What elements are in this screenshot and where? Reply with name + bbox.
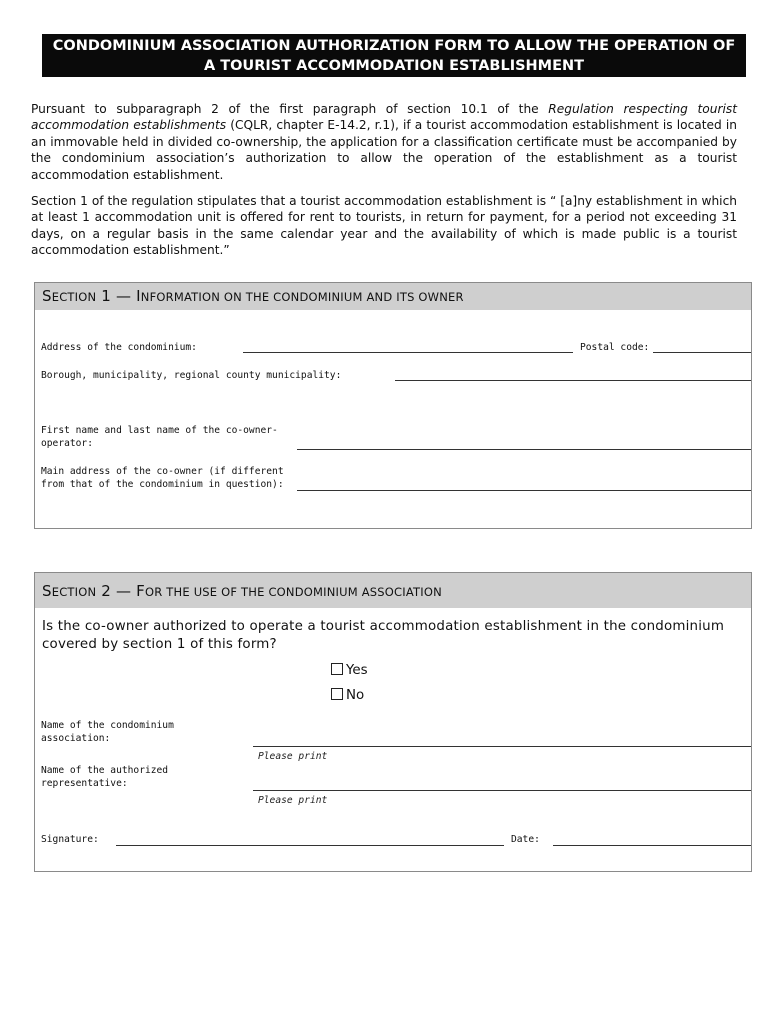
representative-name-label: Name of the authorized representative: bbox=[41, 765, 169, 789]
section-2 bbox=[34, 572, 752, 872]
yes-option[interactable] bbox=[331, 663, 368, 679]
co-owner-name-label: First name and last name of the co-owner- operator: bbox=[41, 425, 278, 449]
no-checkbox[interactable] bbox=[331, 688, 343, 700]
date-label: Date: bbox=[511, 834, 540, 845]
borough-label: Borough, municipality, regional county municipality: bbox=[41, 370, 342, 381]
section-1-heading: SECTION 1 — INFORMATION ON THE CONDOMINIUM AND ITS OWNER bbox=[35, 283, 751, 310]
signature-field[interactable] bbox=[116, 845, 504, 846]
main-address-field[interactable] bbox=[297, 490, 751, 491]
postal-code-label: Postal code: bbox=[580, 342, 650, 353]
form-title-line2: A TOURIST ACCOMMODATION ESTABLISHMENT bbox=[203, 58, 585, 74]
form-title bbox=[42, 34, 746, 77]
signature-label: Signature: bbox=[41, 834, 99, 845]
section-1 bbox=[34, 282, 752, 529]
postal-code-field[interactable] bbox=[653, 352, 751, 353]
please-print-hint-2: Please print bbox=[258, 795, 328, 806]
association-name-label: Name of the condominium association: bbox=[41, 720, 174, 744]
yes-label: Yes bbox=[346, 663, 368, 678]
no-label: No bbox=[346, 688, 365, 703]
intro-paragraph-2: Section 1 of the regulation stipulates that a tourist accommodation establishment is “ [a]ny establishment in which at least 1 accommodation unit is offered for rent to tourists, in return for payment, for a period not exceeding 31 days, on a regular basis in the same calendar year and the availability of which is made public is a tourist accommodation establishment.” bbox=[31, 194, 737, 258]
intro-paragraph-1 bbox=[31, 101, 737, 183]
regulation-title: Regulation respecting tourist accommodation establishments bbox=[31, 102, 738, 133]
main-address-label: Main address of the co-owner (if different from that of the condominium in question): bbox=[41, 466, 284, 490]
association-name-field[interactable] bbox=[253, 746, 751, 747]
section-2-heading: SECTION 2 — FOR THE USE OF THE CONDOMINIUM ASSOCIATION bbox=[35, 573, 751, 608]
intro-p1-start: Pursuant to subparagraph 2 of the first paragraph of section 10.1 of the bbox=[31, 102, 549, 116]
yes-checkbox[interactable] bbox=[331, 663, 343, 675]
no-option[interactable] bbox=[331, 688, 364, 704]
intro-p1-end: (CQLR, chapter E-14.2, r.1), if a tourist accommodation establishment is located in an immovable held in divided co-ownership, the application for a classification certificate must be accompanied by the condominium association’s authorization to allow the operation of the establishment as a tourist accommodation establishment. bbox=[31, 118, 738, 182]
authorization-question: Is the co-owner authorized to operate a tourist accommodation establishment in the condominium covered by section 1 of this form? bbox=[42, 619, 725, 652]
borough-field[interactable] bbox=[395, 380, 751, 381]
date-field[interactable] bbox=[553, 845, 751, 846]
address-label: Address of the condominium: bbox=[41, 342, 197, 353]
please-print-hint-1: Please print bbox=[258, 751, 328, 762]
form-title-line1: CONDOMINIUM ASSOCIATION AUTHORIZATION FORM TO ALLOW THE OPERATION OF bbox=[52, 38, 736, 54]
co-owner-name-field[interactable] bbox=[297, 449, 751, 450]
representative-name-field[interactable] bbox=[253, 790, 751, 791]
address-field[interactable] bbox=[243, 352, 573, 353]
